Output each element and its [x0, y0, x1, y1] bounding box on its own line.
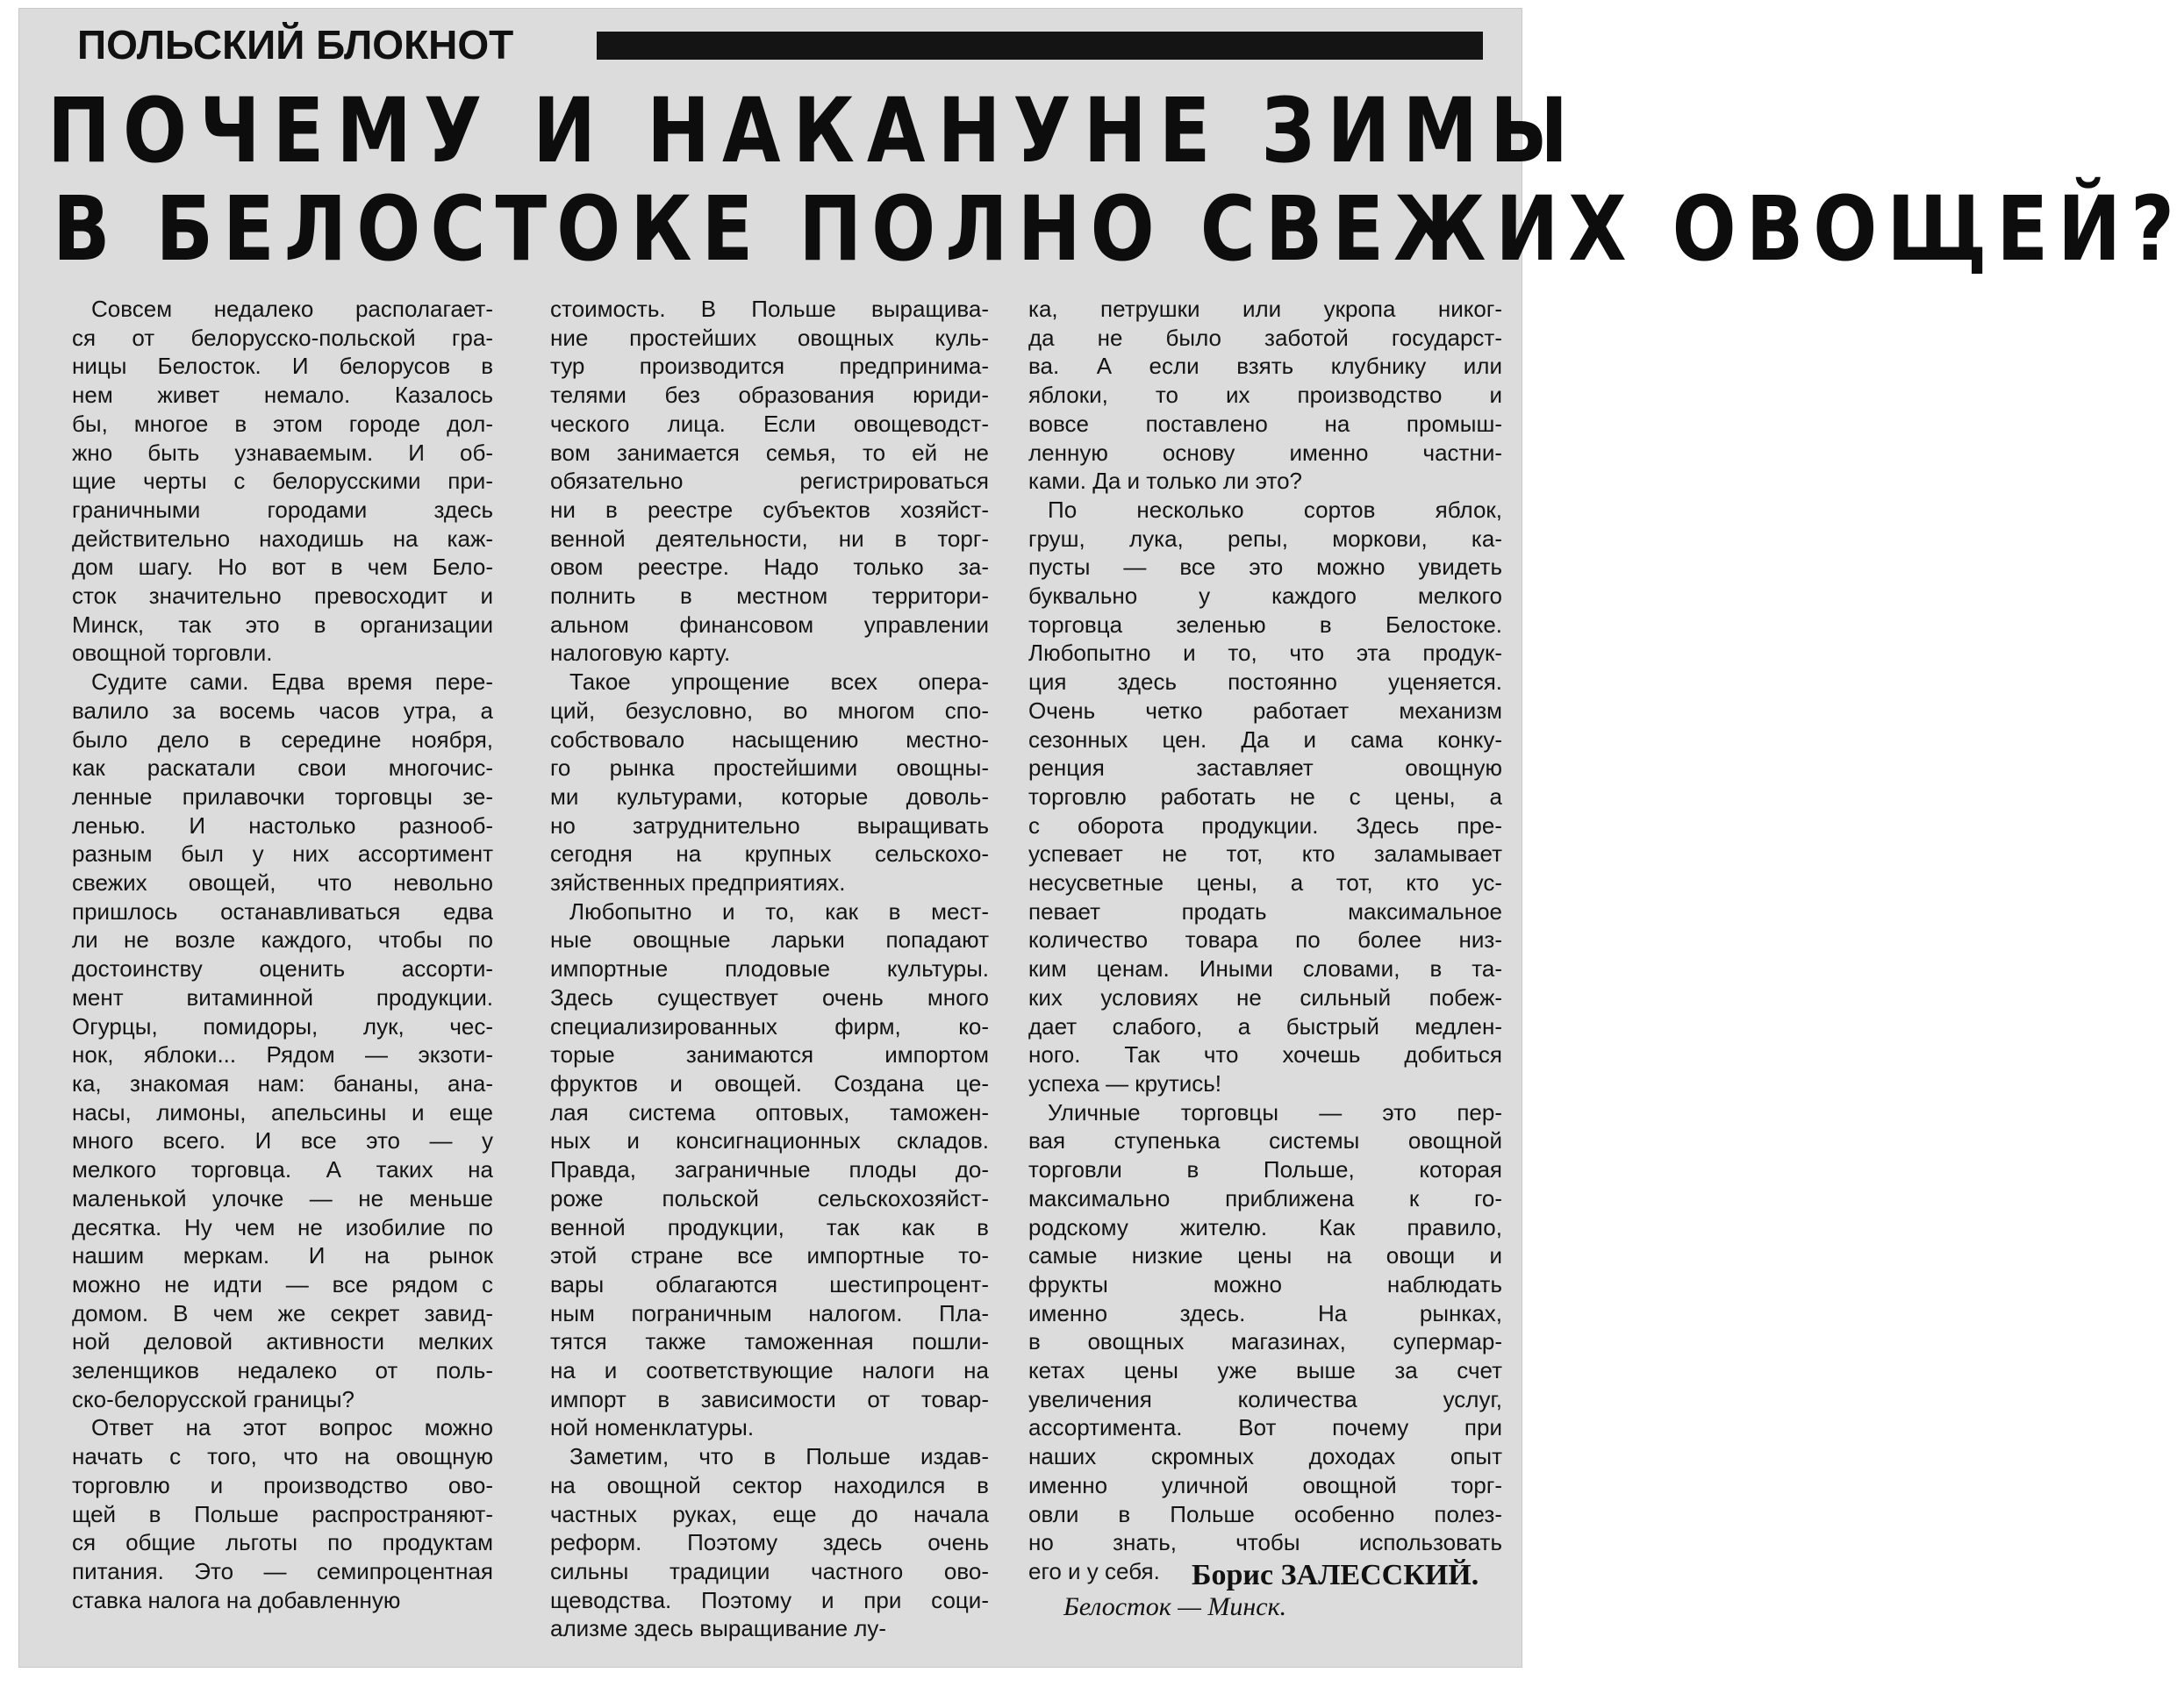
article-body	[72, 295, 1511, 1646]
author-signature: Борис ЗАЛЕССКИЙ.	[1192, 1559, 1479, 1591]
article-line: торговлю работать не с цены, а	[1028, 783, 1502, 810]
article-line: ного. Так что хочешь добиться	[1028, 1041, 1502, 1069]
article-line: ные овощные ларьки попадают	[550, 926, 989, 954]
article-line: торые занимаются импортом	[550, 1041, 989, 1069]
article-line: Любопытно и то, как в мест-	[569, 897, 989, 925]
article-line: собствовало насыщению местно-	[550, 726, 989, 753]
article-line: яблоки, то их производство и	[1028, 382, 1502, 409]
article-line: импорт в зависимости от товар-	[550, 1385, 989, 1412]
article-line: Совсем недалеко располагает-	[91, 296, 493, 322]
article-line: лая система оптовых, таможен-	[550, 1098, 989, 1126]
article-line: нок, яблоки... Рядом — экзоти-	[72, 1041, 493, 1069]
article-line: вая ступенька системы овощной	[1028, 1127, 1502, 1154]
article-line: мелкого торговца. А таких на	[72, 1156, 493, 1183]
article-line: обязательно регистрироваться	[550, 468, 989, 495]
article-line: десятка. Ну чем не изобилие по	[72, 1213, 493, 1240]
article-line: импортные плодовые культуры.	[550, 955, 989, 983]
article-line: груш, лука, репы, моркови, ка-	[1028, 525, 1502, 552]
article-line: венной продукции, так как в	[550, 1213, 989, 1240]
article-line: свежих овощей, что невольно	[72, 869, 493, 897]
article-line: ленные прилавочки торговцы зе-	[72, 783, 493, 810]
article-line: зяйственных предприятиях.	[550, 869, 846, 897]
article-line: вары облагаются шестипроцент-	[550, 1270, 989, 1297]
article-line: родскому жителю. Как правило,	[1028, 1213, 1502, 1240]
article-line: питания. Это — семипроцентная	[72, 1557, 493, 1584]
article-line: мент витаминной продукции.	[72, 983, 493, 1011]
article-line: Правда, заграничные плоды до-	[550, 1156, 989, 1183]
article-line: с оборота продукции. Здесь пре-	[1028, 811, 1502, 839]
article-line: много всего. И все это — у	[72, 1127, 493, 1154]
article-line: Уличные торговцы — это пер-	[1048, 1098, 1502, 1126]
article-line: ций, безусловно, во многом спо-	[550, 697, 989, 724]
article-line: фрукты можно наблюдать	[1028, 1270, 1502, 1297]
article-line: как раскатали свои многочис-	[72, 754, 493, 782]
article-line: го рынка простейшими овощны-	[550, 754, 989, 782]
article-line: на и соответствующие налоги на	[550, 1357, 989, 1384]
article-line: торговлю и производство ово-	[72, 1471, 493, 1498]
article-line: овом реестре. Надо только за-	[550, 554, 989, 581]
article-line: Очень четко работает механизм	[1028, 697, 1502, 724]
article-line: да не было заботой государст-	[1028, 324, 1502, 351]
article-line: буквально у каждого мелкого	[1028, 583, 1502, 610]
article-line: кетах цены уже выше за счет	[1028, 1357, 1502, 1384]
article-line: сегодня на крупных сельскохо-	[550, 840, 989, 868]
article-line: ческого лица. Если овощеводст-	[550, 410, 989, 437]
article-line: ленную основу именно частни-	[1028, 439, 1502, 466]
article-line: сток значительно превосходит и	[72, 583, 493, 610]
article-line: дает слабого, а быстрый медлен-	[1028, 1012, 1502, 1040]
article-line: действительно находишь на каж-	[72, 525, 493, 552]
article-line: пришлось останавливаться едва	[72, 897, 493, 925]
article-line: наших скромных доходах опыт	[1028, 1443, 1502, 1470]
article-line: количество товара по более низ-	[1028, 926, 1502, 954]
article-line: Заметим, что в Польше издав-	[569, 1443, 989, 1470]
article-line: щеводства. Поэтому и при соци-	[550, 1586, 989, 1613]
article-column-2	[550, 295, 989, 1643]
article-line: певает продать максимальное	[1028, 897, 1502, 925]
article-line: дом шагу. Но вот в чем Бело-	[72, 554, 493, 581]
dateline-place: Белосток — Минск.	[1063, 1592, 1287, 1621]
article-line: ренция заставляет овощную	[1028, 754, 1502, 782]
article-line: альном финансовом управлении	[550, 611, 989, 638]
article-line: ких условиях не сильный побеж-	[1028, 983, 1502, 1011]
article-line: Минск, так это в организации	[72, 611, 493, 638]
article-line: частных руках, еще до начала	[550, 1500, 989, 1527]
article-line: в овощных магазинах, супермар-	[1028, 1328, 1502, 1355]
article-line: реформ. Поэтому здесь очень	[550, 1529, 989, 1556]
article-line: ных и консигнационных складов.	[550, 1127, 989, 1154]
article-line: ка, петрушки или укропа никог-	[1028, 296, 1502, 322]
article-line: налоговую карту.	[550, 640, 731, 667]
article-line: именно уличной овощной торг-	[1028, 1471, 1502, 1498]
article-line: пусты — все это можно увидеть	[1028, 554, 1502, 581]
article-line: вом занимается семья, то ей не	[550, 439, 989, 466]
article-line: увеличения количества услуг,	[1028, 1385, 1502, 1412]
article-line: успевает не тот, кто заламывает	[1028, 840, 1502, 868]
article-line: разным был у них ассортимент	[72, 840, 493, 868]
article-line: ной номенклатуры.	[550, 1414, 755, 1441]
article-line: его и у себя.	[1028, 1557, 1160, 1584]
article-line: ни в реестре субъектов хозяйст-	[550, 496, 989, 523]
headline-line-1: ПОЧЕМУ И НАКАНУНЕ ЗИМЫ	[47, 80, 1581, 183]
article-column-1	[72, 295, 493, 1614]
article-line: телями без образования юриди-	[550, 382, 989, 409]
article-line: ско-белорусской границы?	[72, 1385, 354, 1412]
article-line: Любопытно и то, что эта продук-	[1028, 640, 1502, 667]
article-line: маленькой улочке — не меньше	[72, 1184, 493, 1212]
article-line: зеленщиков недалеко от поль-	[72, 1357, 493, 1384]
article-line: ницы Белосток. И белорусов в	[72, 353, 493, 380]
article-line: жно быть узнаваемым. И об-	[72, 439, 493, 466]
article-line: Судите сами. Едва время пере-	[91, 668, 493, 696]
article-line: ся общие льготы по продуктам	[72, 1529, 493, 1556]
rubric-bar	[597, 32, 1483, 60]
article-line: нашим меркам. И на рынок	[72, 1242, 493, 1269]
article-line: ставка налога на добавленную	[72, 1586, 401, 1613]
article-line: ция здесь постоянно уценяется.	[1028, 668, 1502, 696]
article-line: начать с того, что на овощную	[72, 1443, 493, 1470]
article-line: ние простейших овощных куль-	[550, 324, 989, 351]
rubric-title: ПОЛЬСКИЙ БЛОКНОТ	[77, 22, 514, 68]
article-line: венной деятельности, ни в торг-	[550, 525, 989, 552]
article-line: ким ценам. Иными словами, в та-	[1028, 955, 1502, 983]
article-line: щие черты с белорусскими при-	[72, 468, 493, 495]
article-line: граничными городами здесь	[72, 496, 493, 523]
article-line: полнить в местном территори-	[550, 583, 989, 610]
article-line: на овощной сектор находился в	[550, 1471, 989, 1498]
article-line: специализированных фирм, ко-	[550, 1012, 989, 1040]
article-line: сезонных цен. Да и сама конку-	[1028, 726, 1502, 753]
article-line: фруктов и овощей. Создана це-	[550, 1069, 989, 1097]
article-line: достоинству оценить ассорти-	[72, 955, 493, 983]
article-column-3	[1028, 295, 1502, 1586]
article-line: но знать, чтобы использовать	[1028, 1529, 1502, 1556]
article-line: ассортимента. Вот почему при	[1028, 1414, 1502, 1441]
article-line: Ответ на этот вопрос можно	[91, 1414, 493, 1441]
article-line: можно не идти — все рядом с	[72, 1270, 493, 1297]
article-line: стоимость. В Польше выращива-	[550, 296, 989, 322]
article-line: нем живет немало. Казалось	[72, 382, 493, 409]
article-line: домом. В чем же секрет завид-	[72, 1299, 493, 1326]
article-line: но затруднительно выращивать	[550, 811, 989, 839]
article-line: ми культурами, которые доволь-	[550, 783, 989, 810]
article-line: самые низкие цены на овощи и	[1028, 1242, 1502, 1269]
article-line: максимально приближена к го-	[1028, 1184, 1502, 1212]
article-line: несусветные цены, а тот, кто ус-	[1028, 869, 1502, 897]
article-line: ли не возле каждого, чтобы по	[72, 926, 493, 954]
article-line: торговли в Польше, которая	[1028, 1156, 1502, 1183]
article-line: Такое упрощение всех опера-	[569, 668, 989, 696]
article-line: ся от белорусско-польской гра-	[72, 324, 493, 351]
article-line: валило за восемь часов утра, а	[72, 697, 493, 724]
article-line: роже польской сельскохозяйст-	[550, 1184, 989, 1212]
article-line: ками. Да и только ли это?	[1028, 468, 1303, 495]
article-line: этой стране все импортные то-	[550, 1242, 989, 1269]
article-line: ной деловой активности мелких	[72, 1328, 493, 1355]
article-line: Здесь существует очень много	[550, 983, 989, 1011]
article-line: вовсе поставлено на промыш-	[1028, 410, 1502, 437]
article-line: было дело в середине ноября,	[72, 726, 493, 753]
article-line: ва. А если взять клубнику или	[1028, 353, 1502, 380]
article-line: овли в Польше особенно полез-	[1028, 1500, 1502, 1527]
article-line: ка, знакомая нам: бананы, ана-	[72, 1069, 493, 1097]
article-line: тур производится предпринима-	[550, 353, 989, 380]
headline-line-2: В БЕЛОСТОКЕ ПОЛНО СВЕЖИХ ОВОЩЕЙ?	[53, 178, 2184, 282]
article-line: именно здесь. На рынках,	[1028, 1299, 1502, 1326]
article-line: тятся также таможенная пошли-	[550, 1328, 989, 1355]
rubric-row	[53, 19, 1492, 72]
article-line: ализме здесь выращивание лу-	[550, 1615, 887, 1642]
article-line: бы, многое в этом городе дол-	[72, 410, 493, 437]
article-line: щей в Польше распространяют-	[72, 1500, 493, 1527]
article-line: насы, лимоны, апельсины и еще	[72, 1098, 493, 1126]
article-line: Огурцы, помидоры, лук, чес-	[72, 1012, 493, 1040]
article-line: По несколько сортов яблок,	[1048, 496, 1502, 523]
article-line: торговца зеленью в Белостоке.	[1028, 611, 1502, 638]
article-line: ным пограничным налогом. Пла-	[550, 1299, 989, 1326]
article-line: ленью. И настолько разнооб-	[72, 811, 493, 839]
article-line: успеха — крутись!	[1028, 1069, 1222, 1097]
article-line: овощной торговли.	[72, 640, 273, 667]
article-line: сильны традиции частного ово-	[550, 1557, 989, 1584]
